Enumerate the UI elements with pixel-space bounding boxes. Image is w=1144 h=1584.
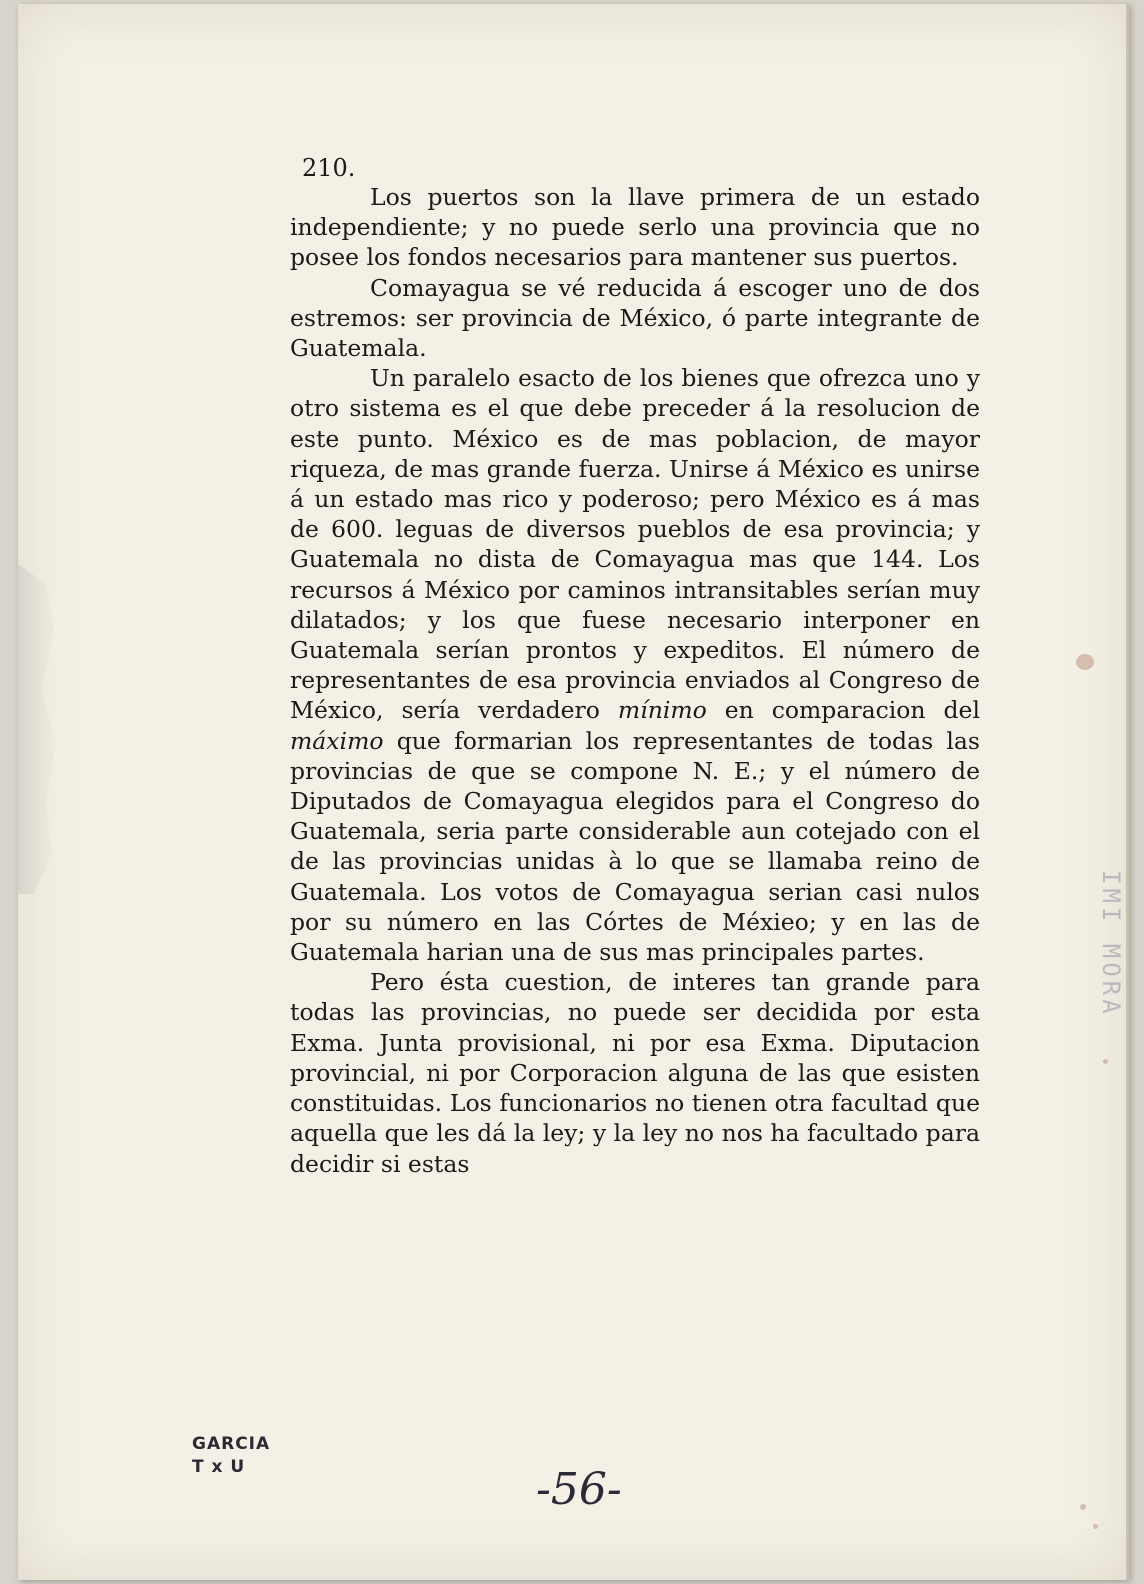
- paragraph-4: Pero ésta cuestion, de interes tan grande para todas las provincias, no puede ser decidida por esta Exma. Junta provisional, ni por esa Exma. Diputacion provincial, ni por Corporacion alguna de las que esisten constituidas. Los funcionarios no tienen otra facultad que aquella que les dá la ley; y la ley no nos ha facultado para decidir si estas: [290, 968, 980, 1178]
- side-bleed-stamp: IMI MORA: [1097, 870, 1125, 1018]
- ink-stain: [1080, 1504, 1086, 1510]
- paragraph-2: Comayagua se vé reducida á escoger uno de dos estremos: ser provincia de México, ó parte integrante de Guatemala.: [290, 273, 980, 363]
- ink-stain: [1076, 654, 1094, 670]
- ink-stain: [1093, 1524, 1098, 1529]
- paragraph-3: [290, 363, 980, 967]
- paragraph-3-part-1: Un paralelo esacto de los bienes que ofrezca uno y otro sistema es el que debe preceder á la resolucion de este punto. México es de mas poblacion, de mayor riqueza, de mas grande fuerza. Unirse á México es unirse á un estado mas rico y poderoso; pero México es á mas de 600. leguas de diversos pueblos de esa provincia; y Guatemala no dista de Comayagua mas que 144. Los recursos á México por caminos intransitables serían muy dilatados; y los que fuese necesario interponer en Guatemala serían prontos y expeditos. El número de representantes de esa provincia enviados al Congreso de México, sería verdadero: [290, 364, 980, 725]
- document-page: [18, 4, 1129, 1580]
- paragraph-3-part-2: en comparacion del: [706, 696, 980, 725]
- paragraph-3-italic-maximo: máximo: [290, 726, 384, 755]
- paragraph-3-part-3: que formarian los representantes de todas las provincias de que se compone N. E.; y el número de Diputados de Comayagua elegidos para el Congreso do Guatemala, seria parte considerable aun cotejado con el de las provincias unidas à lo que se llamaba reino de Guatemala. Los votos de Comayagua serian casi nulos por su número en las Córtes de Méxieo; y en las de Guatemala harian una de sus mas principales partes.: [290, 726, 980, 967]
- page-number: 210.: [302, 154, 356, 182]
- stamp-line-2: T x U: [192, 1457, 246, 1477]
- printed-text: [290, 154, 980, 1179]
- stamp-line-1: GARCIA: [192, 1434, 271, 1454]
- paragraph-3-italic-minimo: mínimo: [617, 696, 707, 725]
- torn-edge: [18, 564, 58, 894]
- handwritten-folio-number: -56-: [536, 1464, 622, 1515]
- library-stamp: [192, 1433, 270, 1479]
- paragraph-1: Los puertos son la llave primera de un estado independiente; y no puede serlo una provincia que no posee los fondos necesarios para mantener sus puertos.: [290, 183, 980, 272]
